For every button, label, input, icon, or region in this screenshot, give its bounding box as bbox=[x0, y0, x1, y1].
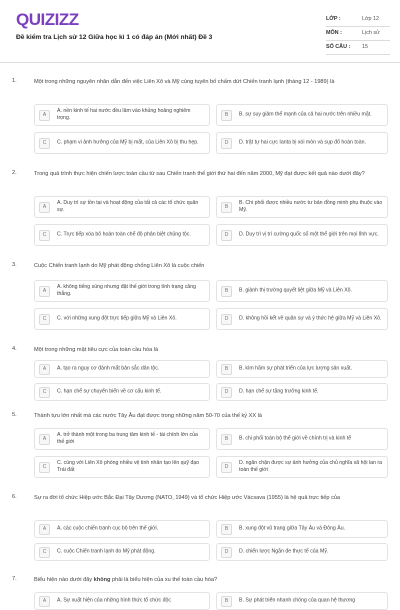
answer-option[interactable] bbox=[216, 132, 388, 154]
question-number: 6. bbox=[12, 494, 17, 500]
option-letter-badge: A bbox=[39, 596, 50, 607]
meta-value: Lớp 12 bbox=[362, 16, 380, 22]
option-text: C. Trực tiếp xóa bỏ hoàn toàn chế độ phân biệt chủng tộc. bbox=[57, 231, 191, 238]
question-text bbox=[34, 576, 378, 585]
answer-option[interactable] bbox=[34, 196, 210, 218]
answer-option[interactable] bbox=[34, 104, 210, 126]
answer-option[interactable] bbox=[34, 132, 210, 154]
answer-option[interactable] bbox=[216, 360, 388, 378]
option-text: D. Duy trì vị trí cường quốc số một thế giới trên mọi lĩnh vực. bbox=[239, 231, 379, 238]
answer-option[interactable] bbox=[216, 104, 388, 126]
option-letter-badge: C bbox=[39, 314, 50, 325]
question-number: 4. bbox=[12, 346, 17, 352]
option-letter-badge: D bbox=[221, 387, 232, 398]
option-letter-badge: C bbox=[39, 230, 50, 241]
option-letter-badge: A bbox=[39, 110, 50, 121]
option-text: B. chi phối toàn bộ thế giới về chính trị và kinh tế bbox=[239, 435, 352, 442]
meta-value: Lịch sử bbox=[362, 30, 380, 36]
option-text: A. trở thành một trong ba trung tâm kinh tế - tài chính lớn của thế giới bbox=[57, 431, 198, 445]
answer-option[interactable] bbox=[216, 520, 388, 538]
option-letter-badge: B bbox=[221, 110, 232, 121]
option-letter-badge: A bbox=[39, 202, 50, 213]
answer-option[interactable] bbox=[34, 520, 210, 538]
option-letter-badge: B bbox=[221, 364, 232, 375]
option-text: A. không tiếng súng nhưng đặt thế giới trong tình trạng căng thẳng. bbox=[57, 283, 196, 297]
option-text: D. trật tự hai cực Ianta bị xói mòn và sụp đổ hoàn toàn. bbox=[239, 139, 366, 146]
option-text: A. Sự xuất hiện của những hình thức tổ chức độc bbox=[57, 597, 171, 604]
option-letter-badge: C bbox=[39, 462, 50, 473]
answer-option[interactable] bbox=[34, 543, 210, 561]
option-text: C. cùng với Liên Xô phóng nhiều vệ tinh nhân tạo lên quỹ đạo Trái đất bbox=[57, 459, 200, 473]
question-text: Cuộc Chiến tranh lạnh do Mỹ phát động chống Liên Xô là cuộc chiến bbox=[34, 263, 205, 269]
option-letter-badge: A bbox=[39, 364, 50, 375]
question-number: 5. bbox=[12, 412, 17, 418]
answer-option[interactable] bbox=[216, 592, 388, 610]
header-divider bbox=[0, 62, 400, 63]
option-text: B. sự suy giảm thế mạnh của cả hai nước trên nhiều mặt. bbox=[239, 111, 372, 118]
meta-key: MÔN : bbox=[326, 30, 342, 36]
option-text: A. tạo ra nguy cơ đánh mất bản sắc dân tộc. bbox=[57, 365, 160, 372]
answer-option[interactable] bbox=[216, 383, 388, 401]
answer-option[interactable] bbox=[216, 456, 388, 478]
option-text: A. các cuộc chiến tranh cục bộ trên thế giới. bbox=[57, 525, 159, 532]
document-title: Đề kiểm tra Lịch sử 12 Giữa học kì 1 có đáp án (Mới nhất) Đề 3 bbox=[16, 34, 213, 41]
question-text: Sự ra đời tổ chức Hiệp ước Bắc Đại Tây Dương (NATO, 1949) và tổ chức Hiệp ước Vácsava (1955) là hệ quả trực tiếp của bbox=[34, 495, 341, 501]
option-text: D. ngăn chặn được sự ảnh hưởng của chủ nghĩa xã hội lan ra toàn thế giới bbox=[239, 459, 382, 473]
option-text: C. phạm vi ảnh hưởng của Mỹ bị mất, của Liên Xô bị thu hẹp. bbox=[57, 139, 199, 146]
option-text: B. giành thị trường quyết liệt giữa Mỹ và Liên Xô. bbox=[239, 287, 353, 294]
option-text: C. hạn chế sự chuyển biến về cơ cấu kinh tế. bbox=[57, 388, 162, 395]
answer-option[interactable] bbox=[34, 592, 210, 610]
question-text: Thành tựu lớn nhất mà các nước Tây Âu đạt được trong những năm 50-70 của thế kỷ XX là bbox=[34, 413, 262, 419]
option-letter-badge: B bbox=[221, 434, 232, 445]
option-text: A. nền kinh tế hai nước đều lâm vào khủng hoảng nghiêm trọng. bbox=[57, 107, 191, 121]
option-text: C. cuộc Chiến tranh lạnh do Mỹ phát động. bbox=[57, 548, 156, 555]
question-number: 3. bbox=[12, 262, 17, 268]
option-text: B. Chi phối được nhiều nước tư bản đồng minh phụ thuộc vào Mỹ. bbox=[239, 199, 383, 213]
question-number: 1. bbox=[12, 78, 17, 84]
question-text-part: Biểu hiện nào dưới đây bbox=[34, 577, 94, 583]
question-text-emphasis: không bbox=[93, 577, 111, 583]
answer-option[interactable] bbox=[34, 280, 210, 302]
option-letter-badge: C bbox=[39, 547, 50, 558]
option-text: B. xung đột vũ trang giữa Tây Âu và Đông Âu. bbox=[239, 525, 346, 532]
meta-value: 15 bbox=[362, 44, 368, 50]
answer-option[interactable] bbox=[34, 360, 210, 378]
option-letter-badge: D bbox=[221, 138, 232, 149]
question-text-part: phải là biểu hiện của xu thế toàn cầu hóa? bbox=[110, 577, 218, 583]
option-letter-badge: B bbox=[221, 596, 232, 607]
option-letter-badge: C bbox=[39, 138, 50, 149]
option-text: D. hạn chế sự tăng trưởng kinh tế. bbox=[239, 388, 319, 395]
option-letter-badge: B bbox=[221, 286, 232, 297]
option-text: D. chiến lược Ngăn đe thực tế của Mỹ. bbox=[239, 548, 329, 555]
question-number: 2. bbox=[12, 170, 17, 176]
question-number: 7. bbox=[12, 576, 17, 582]
option-letter-badge: A bbox=[39, 524, 50, 535]
answer-option[interactable] bbox=[216, 308, 388, 330]
option-text: C. với những xung đột trực tiếp giữa Mỹ và Liên Xô. bbox=[57, 315, 177, 322]
answer-option[interactable] bbox=[34, 383, 210, 401]
option-letter-badge: B bbox=[221, 202, 232, 213]
option-letter-badge: D bbox=[221, 314, 232, 325]
answer-option[interactable] bbox=[34, 456, 210, 478]
meta-key: LỚP : bbox=[326, 16, 341, 22]
question-text: Trong quá trình thực hiện chiến lược toàn cầu từ sau Chiến tranh thế giới thứ hai đến năm 2000, Mỹ đạt được kết quả nào dưới đây? bbox=[34, 171, 365, 177]
option-letter-badge: D bbox=[221, 547, 232, 558]
option-letter-badge: B bbox=[221, 524, 232, 535]
option-text: A. Duy trì sự tồn tại và hoạt động của tất cả các tổ chức quân sự. bbox=[57, 199, 199, 213]
meta-divider bbox=[326, 26, 390, 27]
answer-option[interactable] bbox=[216, 543, 388, 561]
question-text: Một trong những nguyên nhân dẫn đến việc Liên Xô và Mỹ cùng tuyên bố chấm dứt Chiến tranh lạnh (tháng 12 - 1989) là bbox=[34, 79, 335, 85]
meta-key: SỐ CÂU : bbox=[326, 44, 351, 50]
answer-option[interactable] bbox=[216, 196, 388, 218]
answer-option[interactable] bbox=[34, 224, 210, 246]
answer-option[interactable] bbox=[216, 224, 388, 246]
answer-option[interactable] bbox=[34, 308, 210, 330]
option-letter-badge: D bbox=[221, 462, 232, 473]
answer-option[interactable] bbox=[34, 428, 210, 450]
quizizz-logo: QUIZIZZ bbox=[16, 10, 79, 29]
meta-divider bbox=[326, 40, 390, 41]
option-text: D. không hồi kết về quân sự và ý thức hệ giữa Mỹ và Liên Xô. bbox=[239, 315, 382, 322]
answer-option[interactable] bbox=[216, 280, 388, 302]
option-letter-badge: A bbox=[39, 434, 50, 445]
answer-option[interactable] bbox=[216, 428, 388, 450]
option-letter-badge: A bbox=[39, 286, 50, 297]
option-letter-badge: C bbox=[39, 387, 50, 398]
worksheet-header bbox=[0, 0, 400, 62]
option-letter-badge: D bbox=[221, 230, 232, 241]
option-text: B. kìm hãm sự phát triển của lực lượng sản xuất. bbox=[239, 365, 353, 372]
question-text: Một trong những mặt tiêu cực của toàn cầu hóa là bbox=[34, 347, 159, 353]
option-text: B. Sự phát triển nhanh chóng của quan hệ thương bbox=[239, 597, 356, 604]
meta-divider bbox=[326, 54, 390, 55]
